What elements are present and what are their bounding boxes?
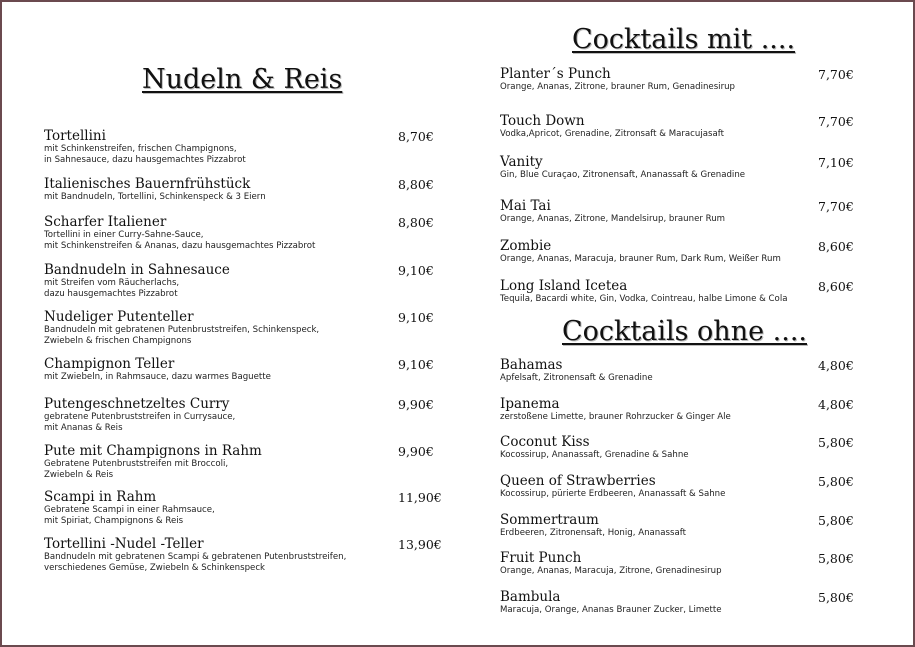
item-name: Tortellini [44,128,106,144]
item-price: 11,90€ [398,490,442,505]
menu-item [500,589,865,616]
item-name: Queen of Strawberries [500,473,656,489]
item-description: Kocossirup, Ananassaft, Grenadine & Sahne [500,450,689,460]
menu-item [500,66,865,93]
menu-item [44,214,454,251]
menu-item [500,473,865,500]
item-price: 8,70€ [398,129,434,144]
item-description: Orange, Ananas, Maracuja, Zitrone, Grenadinesirup [500,566,722,576]
item-description: gebratene Putenbruststreifen in Currysauce, mit Ananas & Reis [44,412,236,433]
menu-item [500,113,865,140]
menu-item [44,128,454,165]
item-price: 5,80€ [818,474,854,489]
item-name: Coconut Kiss [500,434,590,450]
menu-item [44,262,454,299]
item-price: 9,90€ [398,397,434,412]
item-name: Touch Down [500,113,585,129]
menu-item [500,550,865,577]
item-description: mit Bandnudeln, Tortellini, Schinkenspeck & 3 Eiern [44,192,266,202]
item-name: Champignon Teller [44,356,175,372]
item-description: mit Schinkenstreifen, frischen Champignons, in Sahnesauce, dazu hausgemachtes Pizzabrot [44,144,246,165]
menu-item [44,489,454,526]
menu-item [44,309,454,346]
section-title-cocktails-ohne: Cocktails ohne .... [562,316,807,347]
item-price: 7,10€ [818,155,854,170]
menu-item [500,198,865,225]
item-price: 9,90€ [398,444,434,459]
item-name: Sommertraum [500,512,599,528]
menu-item [44,396,454,433]
item-description: mit Streifen vom Räucherlachs, dazu hausgemachtes Pizzabrot [44,278,180,299]
menu-item [500,434,865,461]
menu-item [500,357,865,384]
item-price: 5,80€ [818,513,854,528]
item-price: 7,70€ [818,114,854,129]
item-description: Apfelsaft, Zitronensaft & Grenadine [500,373,653,383]
item-price: 8,60€ [818,239,854,254]
item-price: 7,70€ [818,199,854,214]
item-description: Bandnudeln mit gebratenen Scampi & gebratenen Putenbruststreifen, verschiedenes Gemüse, Zwiebeln & Schinkenspeck [44,552,347,573]
item-description: Maracuja, Orange, Ananas Brauner Zucker, Limette [500,605,722,615]
item-name: Planter´s Punch [500,66,611,82]
item-name: Fruit Punch [500,550,582,566]
menu-item [44,536,454,573]
item-price: 13,90€ [398,537,442,552]
item-name: Tortellini -Nudel -Teller [44,536,204,552]
menu-item [500,512,865,539]
item-price: 4,80€ [818,397,854,412]
section-title-nudeln-reis: Nudeln & Reis [142,64,343,95]
item-description: Gebratene Scampi in einer Rahmsauce, mit Spiriat, Champignons & Reis [44,505,215,526]
menu-item [500,396,865,423]
item-name: Pute mit Champignons in Rahm [44,443,262,459]
item-price: 9,10€ [398,263,434,278]
item-name: Putengeschnetzeltes Curry [44,396,230,412]
menu-item [500,154,865,181]
item-description: Vodka,Apricot, Grenadine, Zitronsaft & Maracujasaft [500,129,724,139]
item-name: Scampi in Rahm [44,489,157,505]
item-price: 8,80€ [398,177,434,192]
item-name: Bambula [500,589,561,605]
menu-item [500,278,865,305]
item-description: Tortellini in einer Curry-Sahne-Sauce, mit Schinkenstreifen & Ananas, dazu hausgemachtes Pizzabrot [44,230,316,251]
item-description: Orange, Ananas, Zitrone, Mandelsirup, brauner Rum [500,214,726,224]
item-name: Bahamas [500,357,563,373]
menu-item [500,238,865,265]
item-name: Nudeliger Putenteller [44,309,194,325]
item-price: 4,80€ [818,358,854,373]
item-description: zerstoßene Limette, brauner Rohrzucker & Ginger Ale [500,412,731,422]
item-description: Kocossirup, pürierte Erdbeeren, Ananassaft & Sahne [500,489,726,499]
item-name: Mai Tai [500,198,551,214]
item-description: Orange, Ananas, Maracuja, brauner Rum, Dark Rum, Weißer Rum [500,254,781,264]
menu-item [44,356,454,383]
item-description: mit Zwiebeln, in Rahmsauce, dazu warmes Baguette [44,372,271,382]
item-description: Orange, Ananas, Zitrone, brauner Rum, Genadinesirup [500,82,736,92]
item-price: 7,70€ [818,67,854,82]
item-name: Ipanema [500,396,560,412]
item-name: Zombie [500,238,552,254]
item-price: 5,80€ [818,435,854,450]
item-price: 8,80€ [398,215,434,230]
item-name: Long Island Icetea [500,278,628,294]
item-price: 5,80€ [818,590,854,605]
item-description: Bandnudeln mit gebratenen Putenbruststreifen, Schinkenspeck, Zwiebeln & frischen Champignons [44,325,320,346]
item-name: Bandnudeln in Sahnesauce [44,262,230,278]
menu-item [44,443,454,480]
item-name: Vanity [500,154,543,170]
item-name: Italienisches Bauernfrühstück [44,176,251,192]
section-title-cocktails-mit: Cocktails mit .... [572,24,796,55]
item-description: Tequila, Bacardi white, Gin, Vodka, Cointreau, halbe Limone & Cola [500,294,788,304]
item-description: Gin, Blue Curaçao, Zitronensaft, Ananassaft & Grenadine [500,170,746,180]
item-description: Gebratene Putenbruststreifen mit Broccoli, Zwiebeln & Reis [44,459,229,480]
item-description: Erdbeeren, Zitronensaft, Honig, Ananassaft [500,528,686,538]
item-price: 8,60€ [818,279,854,294]
item-price: 9,10€ [398,357,434,372]
item-price: 5,80€ [818,551,854,566]
item-name: Scharfer Italiener [44,214,167,230]
menu-item [44,176,454,203]
item-price: 9,10€ [398,310,434,325]
